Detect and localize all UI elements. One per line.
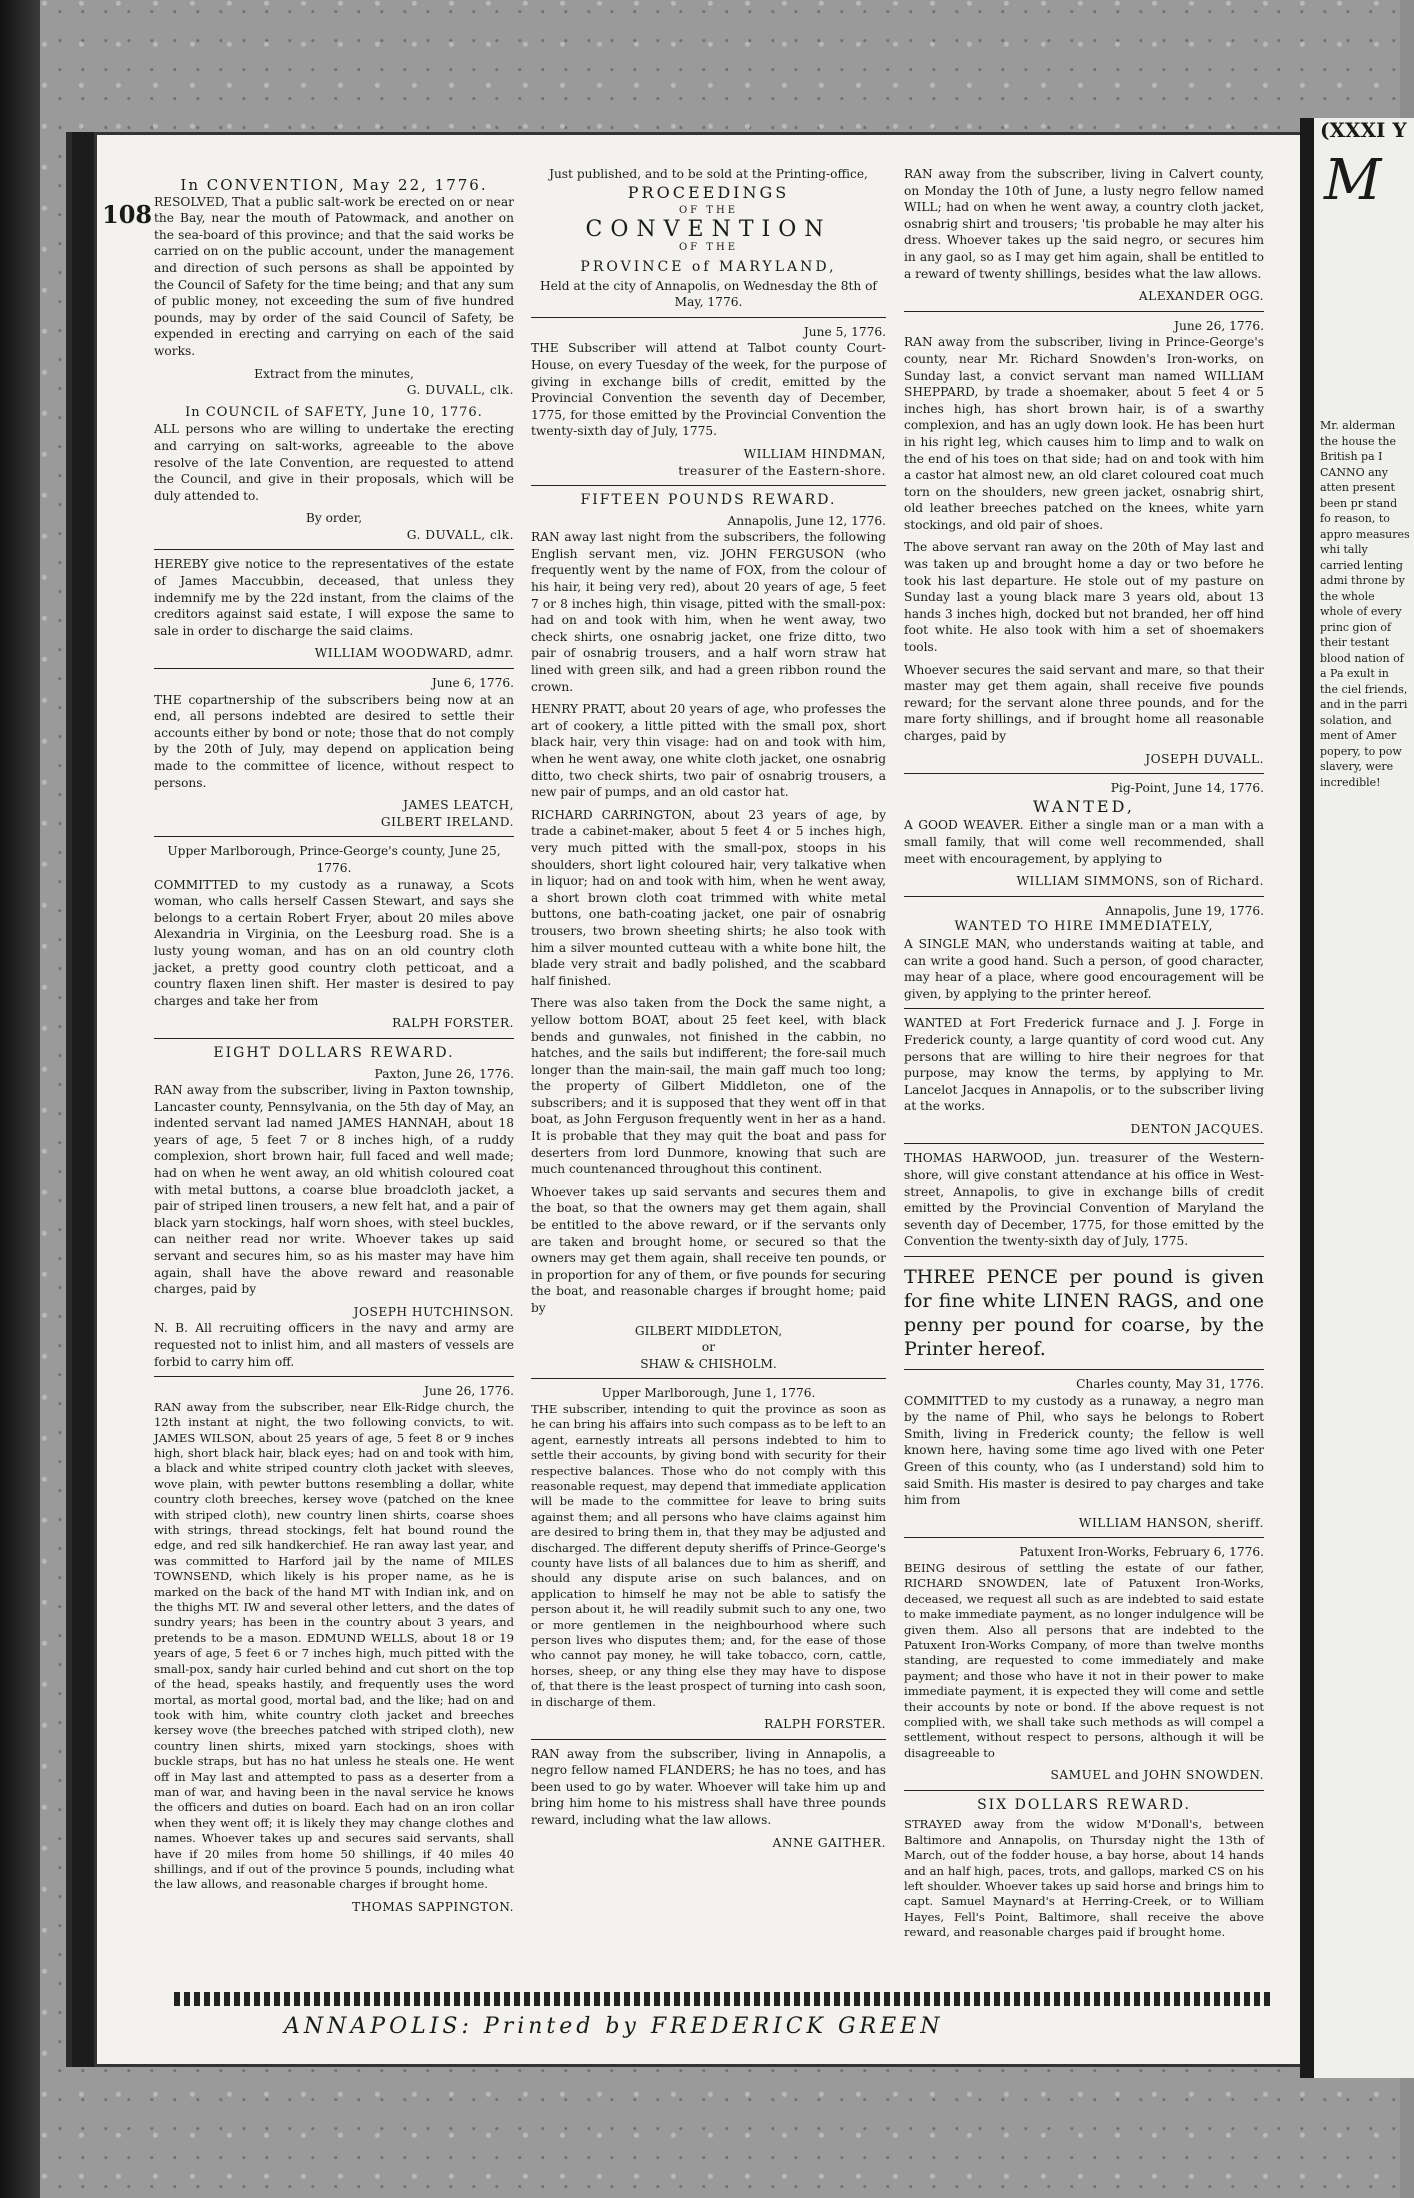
hanson-notice: COMMITTED to my custody as a runaway, a negro man by the name of Phil, who says he belongs to Robert Smith, living in Frederick county; the fellow is well known here, having some time ago lived with one Peter Green of this county, who (as I understand) sold him to said Smith. His master is desired to pay charges and take him from <box>904 1393 1264 1508</box>
divider <box>904 1008 1264 1009</box>
adjacent-page-text: Mr. alderman the house the British pa I CANNO any atten present been pr stand fo reason, to appro measures whi tally carried lenting admi throne by the whole whole of every princ gion of their testant blood nation of a Pa exult in the ciel friends, and in the parri solation, and ment of Amer popery, to pow slavery, were incredible! <box>1320 419 1410 789</box>
simmons-signature: WILLIAM SIMMONS, son of Richard. <box>1016 874 1264 889</box>
divider <box>904 1790 1264 1791</box>
ornamental-border <box>174 1992 1274 2006</box>
imprint-footer: ANNAPOLIS: Printed by FREDERICK GREEN <box>284 2014 944 2039</box>
forster2-signature: RALPH FORSTER. <box>764 1717 886 1732</box>
hanson-date: Charles county, May 31, 1776. <box>1076 1377 1264 1392</box>
convention-title: CONVENTION <box>585 216 832 242</box>
forster2-notice: THE subscriber, intending to quit the province as soon as he can bring his affairs into such compass as to be left to an agent, earnestly intreats all persons indebted to him to settle their accounts, by giving bond with security for their respective balances. Those who do not comply with this reasonable request, may depend that immediate application will be made to the committee for leave to bring suits against them; and all persons who have claims against him are desired to bring them in, that they may be adjusted and discharged. The different deputy sheriffs of Prince-George's county have lists of all balances due to him as sheriff, and should any dispute arise on such balances, and on application to himself he may not be able to satisfy the person about it, he will readily submit such to any one, two or more gentlemen in the neighbourhood where such person lives who disputes them; and, for the ease of those who cannot pay money, he will take tobacco, corn, cattle, horses, sheep, or any thing else they may have to dispose of, that there is the least prospect of turning into cash soon, in discharge of them. <box>531 1401 886 1709</box>
forster-runaway-notice: COMMITTED to my custody as a runaway, a Scots woman, who calls herself Cassen Stewart, and says she belongs to a certain Robert Fryer, about 20 miles above Alexandria in Virginia, on the Leesburg road. She is a lusty young woman, and has on an old country cloth jacket, a pretty good country cloth petticoat, and a country flaxen linen shift. Her master is desired to pay charges and take her from <box>154 877 514 1008</box>
hindman-signature: WILLIAM HINDMAN, <box>743 446 886 461</box>
adjacent-page-header: (XXXI Y <box>1320 118 1407 142</box>
fifteen-ferguson: RAN away last night from the subscribers, the following English servant men, viz. JOHN FERGUSON (who frequently went by the name of FOX, from the colour of his hair, it being very red), about 20 years of age, 5 feet 7 or 8 inches high, thin visage, pitted with the small-pox: had on and took with him, when he went away, two check shirts, one osnabrig jacket, one frize ditto, two pair of osnabrig trousers, and a half worn straw hat lined with green silk, and had a green ribbon round the crown. <box>531 530 886 694</box>
fifteen-pounds-date: Annapolis, June 12, 1776. <box>727 513 886 528</box>
duvall-notice: RAN away from the subscriber, living in Prince-George's county, near Mr. Richard Snowden's Iron-works, on Sunday last, a convict servant man named WILLIAM SHEPPARD, by trade a shoemaker, about 5 feet 4 or 5 inches high, has short brown hair, is of a swarthy complexion, and has an ugly down look. He has been hurt in his right leg, which causes him to limp and to walk on the end of his toes on that side; had on and took with him a castor hat almost new, an old claret coloured coat much torn on the shoulders, new green jacket, osnabrig shirt, old leather breeches patched on the knees, white yarn stockings, and old pair of shoes. <box>904 335 1264 532</box>
hire-title: WANTED TO HIRE IMMEDIATELY, <box>954 919 1214 935</box>
leatch-notice: THE copartnership of the subscribers being now at an end, all persons indebted are desired to settle their accounts either by bond or note; those that do not comply by the 20th of July, may depend on application being made to the committee of licence, without respect to persons. <box>154 692 514 790</box>
by-order-line: By order, <box>305 511 363 526</box>
sappington-date: June 26, 1776. <box>424 1384 514 1399</box>
divider <box>904 1256 1264 1257</box>
divider <box>904 896 1264 897</box>
fifteen-carrington: RICHARD CARRINGTON, about 23 years of age, by trade a cabinet-maker, about 5 feet 4 or 5 inches high, very much pitted with the small-pox, stoops in his shoulders, short light coloured hair, very talkative when in liquor; had on and took with him, when he went away, a short brown cloth coat trimmed with white metal buttons, one bath-coating jacket, one pair of osnabrig trousers, two brown sheeting shirts; he also took with him a silver mounted cutteau with a white bone hilt, the blade very strait and badly polished, and the scabbard half finished. <box>531 807 886 988</box>
forster-signature: RALPH FORSTER. <box>392 1016 514 1031</box>
woodward-signature: WILLIAM WOODWARD, admr. <box>314 646 514 661</box>
hindman-date: June 5, 1776. <box>803 324 886 339</box>
joseph-duvall-signature: JOSEPH DUVALL. <box>1145 751 1264 766</box>
leatch-signature-1: JAMES LEATCH, <box>403 798 514 813</box>
weaver-notice: A GOOD WEAVER. Either a single man or a man with a small family, that will come well recommended, shall meet with encouragement, by applying to <box>904 818 1264 866</box>
shaw-chisholm-signature: SHAW & CHISHOLM. <box>640 1356 777 1371</box>
ogg-signature: ALEXANDER OGG. <box>1138 289 1264 304</box>
fifteen-pratt: HENRY PRATT, about 20 years of age, who professes the art of cookery, a little pitted with the small pox, short black hair, very thin visage: had on and took with him, when he went away, one white cloth jacket, one osnabrig ditto, two check shirts, two pair of osnabrig trousers, a new pair of pumps, and an old castor hat. <box>531 702 886 800</box>
divider <box>904 1369 1264 1370</box>
fifteen-boat: There was also taken from the Dock the same night, a yellow bottom BOAT, about 25 feet keel, with black bends and gunwales, not finished in the cabbin, no hatches, and the sails but indifferent; the fore-sail much longer than the main-sail, the main gaff much too long; the property of Gilbert Middleton, one of the subscribers; and it is supposed that they went off in that boat, as John Ferguson frequently went in her as a hand. It is probable that they may quit the boat and pass for deserters from lord Dunmore, knowing that such are much countenanced throughout this continent. <box>531 996 886 1177</box>
divider <box>531 317 886 318</box>
leatch-date: June 6, 1776. <box>431 676 514 691</box>
divider <box>904 1143 1264 1144</box>
book-spine <box>0 0 40 2198</box>
eight-dollars-title: EIGHT DOLLARS REWARD. <box>213 1044 455 1061</box>
leatch-signature-2: GILBERT IRELAND. <box>380 814 514 829</box>
duvall-date: June 26, 1776. <box>1174 318 1264 333</box>
duvall-signature-2: G. DUVALL, clk. <box>406 527 514 542</box>
divider <box>531 1378 886 1379</box>
of-the-line-1: OF THE <box>678 205 738 217</box>
weaver-date: Pig-Point, June 14, 1776. <box>1110 781 1264 796</box>
divider <box>531 1739 886 1740</box>
snowden-date: Patuxent Iron-Works, February 6, 1776. <box>1019 1545 1264 1560</box>
harwood-notice: THOMAS HARWOOD, jun. treasurer of the Western-shore, will give constant attendance at his office in West-street, Annapolis, to give in exchange bills of credit emitted by the Provincial Convention of Maryland the seventh day of December, 1775, for those emitted by the Convention the twenty-sixth day of July, 1775. <box>904 1151 1264 1249</box>
hire-date: Annapolis, June 19, 1776. <box>1105 903 1264 918</box>
eight-dollars-nb: N. B. All recruiting officers in the navy and army are requested not to inlist him, and all masters of vessels are forbid to carry him off. <box>154 1321 514 1369</box>
adjacent-page-initial: M <box>1324 148 1382 213</box>
eight-dollars-notice: RAN away from the subscriber, living in Paxton township, Lancaster county, Pennsylvania, on the 5th day of May, an indented servant lad named JAMES HANNAH, about 18 years of age, 5 feet 7 or 8 inches high, of a ruddy complexion, short brown hair, full faced and well made; had on when he went away, an old whitish coloured coat with metal buttons, a coarse blue broadcloth jacket, a pair of striped linen trousers, a new felt hat, and a pair of black yarn stockings, half worn shoes, with steel buckles, can neither read nor write. Whoever takes up said servant and secures him, so as his master may have him again, shall have the above reward and reasonable charges, paid by <box>154 1083 514 1297</box>
jacques-notice: WANTED at Fort Frederick furnace and J. J. Forge in Frederick county, a large quantity of cord wood cut. Any persons that are willing to hire their negroes for that purpose, may know the terms, by applying to Mr. Lancelot Jacques in Annapolis, or to the subscriber living at the works. <box>904 1016 1264 1114</box>
gaither-signature: ANNE GAITHER. <box>772 1835 886 1850</box>
duvall-notice-3: Whoever secures the said servant and mare, so that their master may get them again, shall receive five pounds reward; for the servant alone three pounds, and for the mare forty shillings, and if brought home all reasonable charges, paid by <box>904 662 1264 743</box>
convention-resolve: RESOLVED, That a public salt-work be erected on or near the Bay, near the mouth of Patowmack, and another on the sea-board of this province; and that the said works be carried on on the public account, under the management and direction of such persons as shall be appointed by the Council of Safety for the time being; and that any sum of public money, not exceeding the sum of five hundred pounds, may by order of the said Council of Safety, be expended in erecting and carrying on each of the said works. <box>154 194 514 358</box>
page-number: 108 <box>102 200 153 229</box>
adjacent-page <box>1300 118 1414 2078</box>
divider <box>531 485 886 486</box>
published-line: Just published, and to be sold at the Printing-office, <box>549 167 868 181</box>
hindman-title: treasurer of the Eastern-shore. <box>678 463 886 478</box>
middleton-signature: GILBERT MIDDLETON, <box>634 1323 783 1338</box>
column-3 <box>904 166 1264 1947</box>
forster2-date: Upper Marlborough, June 1, 1776. <box>601 1386 816 1401</box>
forster-date: Upper Marlborough, Prince-George's county, June 25, 1776. <box>167 844 501 875</box>
eight-dollars-date: Paxton, June 26, 1776. <box>374 1066 514 1081</box>
snowden-signature: SAMUEL and JOHN SNOWDEN. <box>1050 1768 1264 1783</box>
gaither-notice: RAN away from the subscriber, living in Annapolis, a negro fellow named FLANDERS; he has no toes, and has been used to go by water. Whoever will take him up and bring him home to his mistress shall have three pounds reward, including what the law allows. <box>531 1746 886 1828</box>
column-1 <box>154 177 514 1915</box>
fifteen-pounds-title: FIFTEEN POUNDS REWARD. <box>580 492 837 509</box>
divider <box>904 773 1264 774</box>
three-pence-ad: THREE PENCE per pound is given for fine white LINEN RAGS, and one penny per pound for coarse, by the Printer hereof. <box>904 1266 1264 1361</box>
extract-line: Extract from the minutes, <box>254 366 414 381</box>
divider <box>904 1537 1264 1538</box>
duvall-notice-2: The above servant ran away on the 20th of May last and was taken up and brought home a day or two before he took his last departure. He stole out of my pasture on Sunday last a young black mare 3 years old, about 13 hands 3 inches high, docked but not branded, her off hind foot white. He also took with him a set of shoemakers tools. <box>904 540 1264 655</box>
held-line: Held at the city of Annapolis, on Wednesday the 8th of May, 1776. <box>540 278 877 310</box>
six-dollars-title: SIX DOLLARS REWARD. <box>977 1796 1191 1813</box>
council-text: ALL persons who are willing to undertake the erecting and carrying on salt-works, agreeable to the above resolve of the late Convention, are requested to attend the Council, and give in their proposals, which will be duly attended to. <box>154 422 514 503</box>
of-the-line-2: OF THE <box>678 242 738 254</box>
six-dollars-notice: STRAYED away from the widow M'Donall's, between Baltimore and Annapolis, on Thursday night the 13th of March, out of the fodder house, a bay horse, about 14 hands and an half high, paces, trots, and gallops, marked CS on his left shoulder. Whoever takes up said horse and brings him to capt. Samuel Maynard's at Herring-Creek, or to William Hayes, Fell's Point, Baltimore, shall receive the above reward, and reasonable charges paid if brought home. <box>904 1817 1264 1940</box>
hanson-signature: WILLIAM HANSON, sheriff. <box>1078 1515 1264 1530</box>
proceedings-heading: PROCEEDINGS <box>627 182 790 202</box>
ogg-notice: RAN away from the subscriber, living in Calvert county, on Monday the 10th of June, a lusty negro fellow named WILL; had on when he went away, a country cloth jacket, osnabrig shirt and trousers; 'tis probable he may alter his dress. Whoever takes up the said negro, or secures him in any gaol, so as I may get him again, shall be entitled to a reward of twenty shillings, besides what the law allows. <box>904 167 1264 281</box>
sappington-signature: THOMAS SAPPINGTON. <box>352 1899 514 1914</box>
divider <box>154 1038 514 1039</box>
divider <box>904 311 1264 312</box>
woodward-notice: HEREBY give notice to the representatives of the estate of James Maccubbin, deceased, that unless they indemnify me by the 22d instant, from the claims of the creditors against said estate, I will expose the same to sale in order to discharge the said claims. <box>154 557 514 638</box>
council-heading: In COUNCIL of SAFETY, June 10, 1776. <box>185 404 483 420</box>
province-title: PROVINCE of MARYLAND, <box>580 258 837 275</box>
wanted-heading: WANTED, <box>1033 796 1135 816</box>
convention-heading: In CONVENTION, May 22, 1776. <box>180 176 488 194</box>
divider <box>154 1376 514 1377</box>
newspaper-page <box>72 132 1306 2067</box>
jacques-signature: DENTON JACQUES. <box>1130 1121 1264 1136</box>
hire-notice: A SINGLE MAN, who understands waiting at table, and can write a good hand. Such a person, of good character, may hear of a place, where good encouragement will be given, by applying to the printer hereof. <box>904 936 1264 1001</box>
fifteen-reward-terms: Whoever takes up said servants and secures them and the boat, so that the owners may get them again, shall be entitled to the above reward, or if the servants only are taken and brought home, or secured so that the owners may get them again, shall receive ten pounds, or in proportion for any of them, or five pounds for securing the boat, and reasonable charges if brought home; paid by <box>531 1184 886 1315</box>
duvall-signature-1: G. DUVALL, clk. <box>406 383 514 398</box>
hindman-notice: THE Subscriber will attend at Talbot county Court-House, on every Tuesday of the week, for the purpose of giving in exchange bills of credit, emitted by the Provincial Convention the seventh day of December, 1775, for those emitted by the Provincial Convention the twenty-sixth day of July, 1775. <box>531 341 886 439</box>
sappington-notice: RAN away from the subscriber, near Elk-Ridge church, the 12th instant at night, the two following convicts, to wit. JAMES WILSON, about 25 years of age, 5 feet 8 or 9 inches high, short black hair, black eyes; had on and took with him, a black and white striped country cloth jacket with sleeves, wove plain, with pewter buttons resembling a dollar, white country cloth breeches, kersey wove (patched on the knee with striped cloth), new country linen shirts, coarse shoes with strings, thread stockings, felt hat bound round the edge, and red silk handkerchief. He ran away last year, and was committed to Harford jail by the name of MILES TOWNSEND, which likely is his proper name, as he is marked on the back of the hand MT with Indian ink, and on the thighs MT. IW and several other letters, and the dates of sundry years; has been in the country about 3 years, and pretends to be a mason. EDMUND WELLS, about 18 or 19 years of age, 5 feet 6 or 7 inches high, much pitted with the small-pox, sandy hair curled behind and cut short on the top of the head, speaks hastily, and frequently uses the word mortal, as mortal good, mortal bad, and the like; had on and took with him, white country cloth jacket and breeches kersey wove (the breeches patched with striped cloth), new country linen shirts, mixed yarn stockings, shoes with buckle straps, but has no hat unless he steals one. He went off in May last and attempted to pass as a deserter from a man of war, and having been in the naval service he knows the officers and duties on board. Each had on an iron collar when they went off; it is likely they may change clothes and names. Whoever takes up and secures said servants, shall have if 20 miles from home 50 shillings, if 40 miles 40 shillings, and if out of the province 5 pounds, including what the law allows, and reasonable charges if brought home. <box>154 1399 514 1892</box>
signature-or: or <box>701 1340 716 1355</box>
divider <box>154 836 514 837</box>
divider <box>154 549 514 550</box>
divider <box>154 668 514 669</box>
column-2 <box>531 166 886 1851</box>
hutchinson-signature: JOSEPH HUTCHINSON. <box>353 1304 514 1319</box>
snowden-notice: BEING desirous of settling the estate of our father, RICHARD SNOWDEN, late of Patuxent Iron-Works, deceased, we request all such as are indebted to said estate to make immediate payment, as no longer indulgence will be given them. Also all persons that are indebted to the Patuxent Iron-Works Company, of more than twelve months standing, are requested to come immediately and make payment; and those who have it not in their power to make immediate payment, it is expected they will come and settle their accounts by note or bond. If the above request is not complied with, we shall take such methods as will compel a settlement, without respect to persons, although it will be disagreeable to <box>904 1560 1264 1760</box>
